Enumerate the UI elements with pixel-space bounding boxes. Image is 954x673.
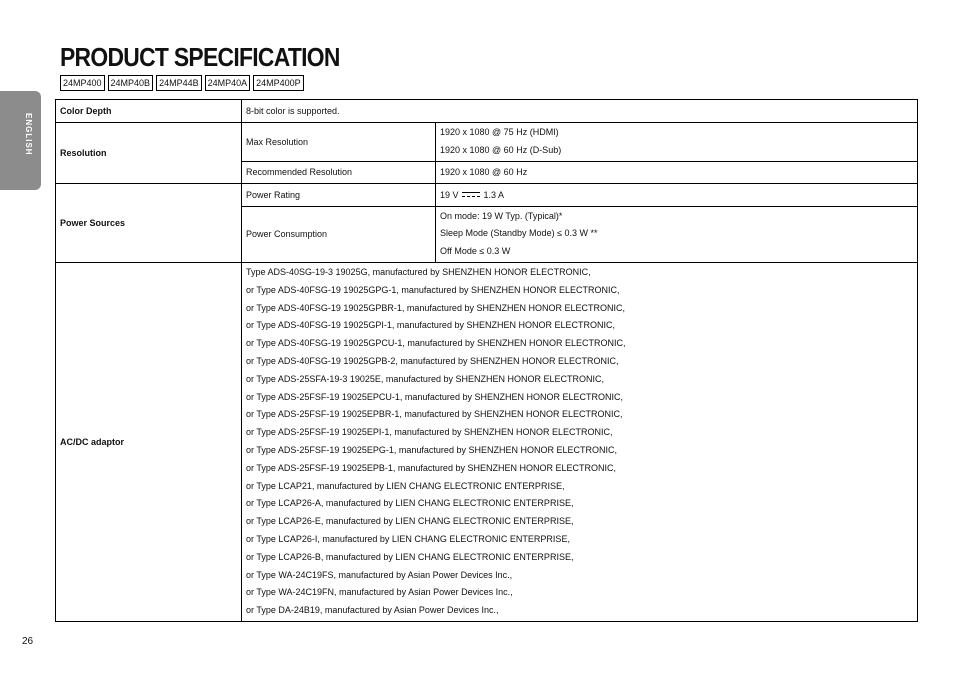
model-badge: 24MP400 bbox=[60, 75, 105, 91]
max-resolution-values bbox=[436, 123, 918, 162]
adaptor-line: or Type ADS-40FSG-19 19025GPG-1, manufactured by SHENZHEN HONOR ELECTRONIC, bbox=[246, 284, 620, 295]
power-consumption-label: Power Consumption bbox=[242, 206, 436, 262]
power-off-mode: Off Mode ≤ 0.3 W bbox=[440, 246, 511, 257]
spec-table bbox=[55, 99, 918, 622]
row-resolution-max bbox=[56, 123, 918, 162]
adaptor-line: or Type LCAP26-E, manufactured by LIEN CHANG ELECTRONIC ENTERPRISE, bbox=[246, 516, 574, 527]
rec-resolution-label: Recommended Resolution bbox=[242, 161, 436, 183]
adaptor-line: or Type ADS-25FSF-19 19025EPI-1, manufactured by SHENZHEN HONOR ELECTRONIC, bbox=[246, 427, 613, 438]
page-title: PRODUCT SPECIFICATION bbox=[60, 42, 340, 72]
adaptor-line: or Type LCAP26-B, manufactured by LIEN CHANG ELECTRONIC ENTERPRISE, bbox=[246, 551, 574, 562]
power-rating-value bbox=[436, 183, 918, 206]
color-depth-value: 8-bit color is supported. bbox=[242, 100, 918, 123]
adaptor-list bbox=[242, 262, 918, 621]
resolution-label: Resolution bbox=[56, 123, 242, 184]
adaptor-line: or Type LCAP26-I, manufactured by LIEN CHANG ELECTRONIC ENTERPRISE, bbox=[246, 533, 570, 544]
adaptor-line: or Type ADS-40FSG-19 19025GPB-2, manufactured by SHENZHEN HONOR ELECTRONIC, bbox=[246, 355, 619, 366]
power-rating-voltage: 19 V bbox=[440, 189, 459, 200]
adaptor-line: or Type LCAP26-A, manufactured by LIEN CHANG ELECTRONIC ENTERPRISE, bbox=[246, 498, 574, 509]
language-tab bbox=[0, 91, 41, 190]
model-list bbox=[60, 75, 304, 91]
power-on-mode: On mode: 19 W Typ. (Typical)* bbox=[440, 210, 563, 221]
adaptor-line: or Type ADS-25FSF-19 19025EPBR-1, manufactured by SHENZHEN HONOR ELECTRONIC, bbox=[246, 409, 623, 420]
power-sources-label: Power Sources bbox=[56, 183, 242, 262]
adaptor-line: or Type ADS-40FSG-19 19025GPCU-1, manufactured by SHENZHEN HONOR ELECTRONIC, bbox=[246, 338, 626, 349]
adaptor-line: or Type DA-24B19, manufactured by Asian Power Devices Inc., bbox=[246, 605, 499, 616]
adaptor-line: or Type ADS-25FSF-19 19025EPCU-1, manufactured by SHENZHEN HONOR ELECTRONIC, bbox=[246, 391, 623, 402]
adaptor-line: or Type WA-24C19FS, manufactured by Asian Power Devices Inc., bbox=[246, 569, 513, 580]
row-power-rating bbox=[56, 183, 918, 206]
rec-resolution-value: 1920 x 1080 @ 60 Hz bbox=[436, 161, 918, 183]
row-color-depth bbox=[56, 100, 918, 123]
adaptor-line: or Type LCAP21, manufactured by LIEN CHANG ELECTRONIC ENTERPRISE, bbox=[246, 480, 565, 491]
model-badge: 24MP400P bbox=[253, 75, 304, 91]
adaptor-line: or Type ADS-25SFA-19-3 19025E, manufactured by SHENZHEN HONOR ELECTRONIC, bbox=[246, 373, 604, 384]
adaptor-line: or Type WA-24C19FN, manufactured by Asian Power Devices Inc., bbox=[246, 587, 513, 598]
adaptor-line: or Type ADS-25FSF-19 19025EPG-1, manufactured by SHENZHEN HONOR ELECTRONIC, bbox=[246, 444, 617, 455]
adaptor-line: or Type ADS-40FSG-19 19025GPBR-1, manufactured by SHENZHEN HONOR ELECTRONIC, bbox=[246, 302, 625, 313]
adaptor-label: AC/DC adaptor bbox=[56, 262, 242, 621]
adaptor-line: Type ADS-40SG-19-3 19025G, manufactured by SHENZHEN HONOR ELECTRONIC, bbox=[246, 266, 591, 277]
power-sleep-mode: Sleep Mode (Standby Mode) ≤ 0.3 W ** bbox=[440, 228, 598, 239]
max-resolution-label: Max Resolution bbox=[242, 123, 436, 162]
power-rating-label: Power Rating bbox=[242, 183, 436, 206]
model-badge: 24MP40A bbox=[205, 75, 251, 91]
max-resolution-dsub: 1920 x 1080 @ 60 Hz (D-Sub) bbox=[440, 144, 562, 155]
model-badge: 24MP40B bbox=[108, 75, 154, 91]
language-tab-label: ENGLISH bbox=[24, 113, 33, 156]
dc-symbol-icon bbox=[462, 192, 480, 198]
color-depth-label: Color Depth bbox=[56, 100, 242, 123]
power-rating-current: 1.3 A bbox=[483, 189, 505, 200]
row-adaptor bbox=[56, 262, 918, 621]
model-badge: 24MP44B bbox=[156, 75, 202, 91]
adaptor-line: or Type ADS-40FSG-19 19025GPI-1, manufactured by SHENZHEN HONOR ELECTRONIC, bbox=[246, 320, 615, 331]
max-resolution-hdmi: 1920 x 1080 @ 75 Hz (HDMI) bbox=[440, 127, 559, 137]
adaptor-line: or Type ADS-25FSF-19 19025EPB-1, manufactured by SHENZHEN HONOR ELECTRONIC, bbox=[246, 462, 616, 473]
page-number: 26 bbox=[22, 636, 34, 647]
power-consumption-values bbox=[436, 206, 918, 262]
